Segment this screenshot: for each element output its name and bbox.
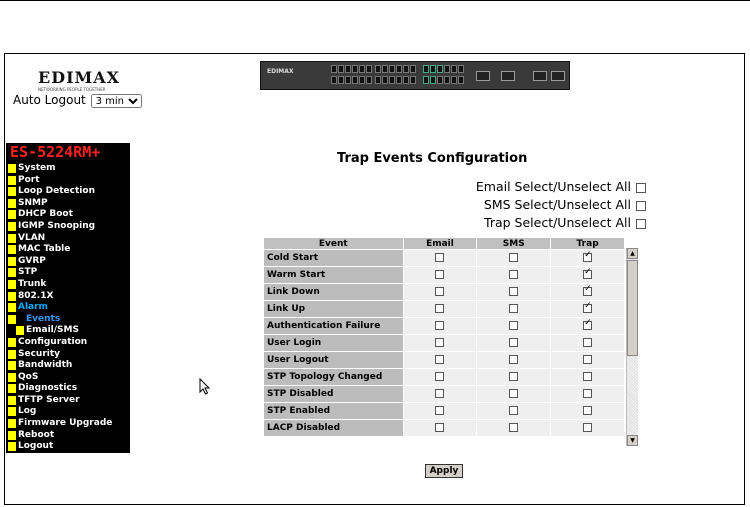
menu-item-label: STP <box>18 267 38 278</box>
menu-item-label: Port <box>18 174 40 185</box>
email-checkbox[interactable] <box>435 253 444 262</box>
scroll-thumb[interactable] <box>627 260 638 356</box>
sms-cell <box>477 318 550 334</box>
event-name: User Logout <box>264 352 403 368</box>
auto-logout-select[interactable] <box>91 94 142 108</box>
trap-cell <box>551 335 624 351</box>
table-row <box>264 352 624 368</box>
email-cell <box>404 284 477 300</box>
menu-bullet-icon <box>8 176 16 185</box>
trap-checkbox[interactable] <box>583 287 592 296</box>
trap-checkbox[interactable] <box>583 423 592 432</box>
email-checkbox[interactable] <box>435 321 444 330</box>
menu-bullet-icon <box>8 373 16 382</box>
menu-bullet-icon <box>8 245 16 254</box>
menu-item-label: MAC Table <box>18 244 71 255</box>
menu-item-label: SNMP <box>18 197 48 208</box>
port-group-1 <box>331 65 372 84</box>
mouse-pointer-icon <box>199 378 210 395</box>
menu-item-label: Firmware Upgrade <box>18 418 113 429</box>
table-row <box>264 335 624 351</box>
sms-cell <box>477 284 550 300</box>
menu-item-label: Trunk <box>18 278 47 289</box>
menu-item-label: Bandwidth <box>18 360 73 371</box>
menu-bullet-icon <box>8 419 16 428</box>
sidebar-menu <box>6 143 130 453</box>
menu-item-label: 802.1X <box>18 290 54 301</box>
event-name: Cold Start <box>264 250 403 266</box>
table-row <box>264 369 624 385</box>
menu-item-igmp-snooping[interactable] <box>6 221 130 233</box>
menu-item-diagnostics[interactable] <box>6 383 130 395</box>
auto-logout <box>13 93 142 108</box>
table-row <box>264 318 624 334</box>
menu-item-dhcp-boot[interactable] <box>6 209 130 221</box>
menu-item-label: Alarm <box>18 302 48 313</box>
email-select-all-label: Email Select/Unselect All <box>475 179 631 194</box>
menu-item-8021x[interactable] <box>6 291 130 303</box>
trap-checkbox[interactable] <box>583 253 592 262</box>
trap-cell <box>551 352 624 368</box>
header-email: Email <box>404 238 477 249</box>
sms-select-all <box>484 197 646 212</box>
sms-checkbox[interactable] <box>509 372 518 381</box>
email-cell <box>404 335 477 351</box>
menu-bullet-icon <box>8 257 16 266</box>
email-checkbox[interactable] <box>435 304 444 313</box>
menu-bullet-icon <box>8 315 16 324</box>
sms-cell <box>477 301 550 317</box>
trap-checkbox[interactable] <box>583 372 592 381</box>
header-event: Event <box>264 238 403 249</box>
menu-bullet-icon <box>8 303 16 312</box>
sms-checkbox[interactable] <box>509 389 518 398</box>
trap-cell <box>551 369 624 385</box>
event-name: Warm Start <box>264 267 403 283</box>
menu-item-label: Loop Detection <box>18 186 95 197</box>
menu-item-label: Email/SMS <box>26 325 79 336</box>
table-header-row <box>264 238 624 249</box>
menu-item-label: QoS <box>18 371 39 382</box>
trap-checkbox[interactable] <box>583 406 592 415</box>
email-checkbox[interactable] <box>435 423 444 432</box>
trap-checkbox[interactable] <box>583 355 592 364</box>
menu-bullet-icon <box>16 326 24 335</box>
sms-select-all-label: SMS Select/Unselect All <box>483 197 631 212</box>
table-row <box>264 386 624 402</box>
sms-cell <box>477 352 550 368</box>
email-checkbox[interactable] <box>435 355 444 364</box>
email-checkbox[interactable] <box>435 389 444 398</box>
menu-item-logout[interactable] <box>6 441 130 453</box>
trap-cell <box>551 250 624 266</box>
menu-item-label: Logout <box>18 441 54 452</box>
switch-device-image <box>260 61 570 90</box>
trap-cell <box>551 301 624 317</box>
sms-checkbox[interactable] <box>509 304 518 313</box>
logo-tagline: NETWORKING PEOPLE TOGETHER <box>38 87 106 92</box>
menu-bullet-icon <box>8 187 16 196</box>
event-name: Authentication Failure <box>264 318 403 334</box>
sfp-slot <box>476 71 490 81</box>
sms-cell <box>477 403 550 419</box>
menu-item-label: Log <box>18 406 37 417</box>
menu-bullet-icon <box>8 407 16 416</box>
header-trap: Trap <box>551 238 624 249</box>
email-checkbox[interactable] <box>435 287 444 296</box>
email-cell <box>404 420 477 436</box>
trap-events-table <box>263 237 625 437</box>
menu-item-stp[interactable] <box>6 267 130 279</box>
event-name: Link Down <box>264 284 403 300</box>
menu-item-label: Diagnostics <box>18 383 78 394</box>
auto-logout-label: Auto Logout <box>13 93 86 107</box>
menu-item-events[interactable] <box>6 314 130 326</box>
table-row <box>264 403 624 419</box>
menu-bullet-icon <box>8 234 16 243</box>
table-row <box>264 420 624 436</box>
page-title: Trap Events Configuration <box>337 151 528 166</box>
menu-item-label: IGMP Snooping <box>18 220 96 231</box>
trap-cell <box>551 420 624 436</box>
menu-bullet-icon <box>8 292 16 301</box>
sfp-slot <box>551 71 565 81</box>
menu-bullet-icon <box>8 361 16 370</box>
scroll-track[interactable] <box>627 356 638 434</box>
menu-item-reboot[interactable] <box>6 430 130 442</box>
menu-item-label: Events <box>26 313 61 324</box>
menu-bullet-icon <box>8 280 16 289</box>
table-row <box>264 301 624 317</box>
email-cell <box>404 369 477 385</box>
sms-cell <box>477 250 550 266</box>
email-cell <box>404 301 477 317</box>
email-cell <box>404 386 477 402</box>
trap-cell <box>551 403 624 419</box>
email-checkbox[interactable] <box>435 372 444 381</box>
edimax-logo <box>38 68 121 92</box>
menu-item-label: GVRP <box>18 255 46 266</box>
trap-checkbox[interactable] <box>583 304 592 313</box>
email-select-all-checkbox[interactable] <box>636 183 646 193</box>
menu-item-qos[interactable] <box>6 372 130 384</box>
event-name: LACP Disabled <box>264 420 403 436</box>
email-cell <box>404 318 477 334</box>
trap-checkbox[interactable] <box>583 338 592 347</box>
email-cell <box>404 403 477 419</box>
email-select-all <box>476 179 646 194</box>
apply-button[interactable]: Apply <box>425 464 463 478</box>
sms-checkbox[interactable] <box>509 406 518 415</box>
sms-cell <box>477 335 550 351</box>
trap-cell <box>551 386 624 402</box>
device-brand-label: EDIMAX <box>267 68 294 75</box>
email-checkbox[interactable] <box>435 406 444 415</box>
menu-item-port[interactable] <box>6 175 130 187</box>
menu-item-tftp-server[interactable] <box>6 395 130 407</box>
menu-bullet-icon <box>8 396 16 405</box>
scroll-up-arrow-icon[interactable]: ▲ <box>627 248 638 259</box>
menu-item-loop-detection[interactable] <box>6 186 130 198</box>
sms-cell <box>477 386 550 402</box>
menu-item-firmware-upgrade[interactable] <box>6 418 130 430</box>
trap-cell <box>551 284 624 300</box>
trap-checkbox[interactable] <box>583 270 592 279</box>
table-row <box>264 250 624 266</box>
scroll-down-arrow-icon[interactable]: ▼ <box>627 435 638 446</box>
menu-item-log[interactable] <box>6 406 130 418</box>
trap-select-all <box>484 215 646 230</box>
menu-item-security[interactable] <box>6 349 130 361</box>
menu-item-snmp[interactable] <box>6 198 130 210</box>
menu-item-gvrp[interactable] <box>6 256 130 268</box>
menu-item-email-sms[interactable] <box>6 325 130 337</box>
menu-bullet-icon <box>8 338 16 347</box>
menu-item-mac-table[interactable] <box>6 244 130 256</box>
table-row <box>264 267 624 283</box>
sms-cell <box>477 267 550 283</box>
trap-cell <box>551 267 624 283</box>
menu-item-label: DHCP Boot <box>18 209 73 220</box>
email-checkbox[interactable] <box>435 338 444 347</box>
event-name: Link Up <box>264 301 403 317</box>
logo-text: EDIMAX <box>38 68 121 87</box>
menu-bullet-icon <box>8 222 16 231</box>
sms-checkbox[interactable] <box>509 321 518 330</box>
event-name: User Login <box>264 335 403 351</box>
model-title: ES-5224RM+ <box>10 143 101 161</box>
table-scrollbar[interactable] <box>626 248 638 446</box>
menu-bullet-icon <box>8 164 16 173</box>
menu-bullet-icon <box>8 199 16 208</box>
menu-item-label: VLAN <box>18 232 46 243</box>
menu-item-label: System <box>18 163 56 173</box>
sfp-slot <box>533 71 547 81</box>
menu-list <box>6 163 130 453</box>
event-name: STP Topology Changed <box>264 369 403 385</box>
sms-checkbox[interactable] <box>509 423 518 432</box>
menu-bullet-icon <box>8 210 16 219</box>
sms-checkbox[interactable] <box>509 253 518 262</box>
menu-bullet-icon <box>8 350 16 359</box>
trap-select-all-label: Trap Select/Unselect All <box>484 215 631 230</box>
menu-item-system[interactable] <box>6 163 130 175</box>
menu-bullet-icon <box>8 384 16 393</box>
email-checkbox[interactable] <box>435 270 444 279</box>
sms-checkbox[interactable] <box>509 287 518 296</box>
top-rule <box>0 0 750 1</box>
port-group-2 <box>375 65 416 84</box>
event-name: STP Disabled <box>264 386 403 402</box>
menu-bullet-icon <box>8 431 16 440</box>
menu-item-label: TFTP Server <box>18 394 80 405</box>
menu-item-configuration[interactable] <box>6 337 130 349</box>
sms-cell <box>477 369 550 385</box>
menu-bullet-icon <box>8 268 16 277</box>
trap-checkbox[interactable] <box>583 389 592 398</box>
sms-checkbox[interactable] <box>509 270 518 279</box>
email-cell <box>404 352 477 368</box>
menu-item-alarm[interactable] <box>6 302 130 314</box>
trap-select-all-checkbox[interactable] <box>636 219 646 229</box>
sms-checkbox[interactable] <box>509 338 518 347</box>
email-cell <box>404 250 477 266</box>
sms-checkbox[interactable] <box>509 355 518 364</box>
table-row <box>264 284 624 300</box>
port-group-3 <box>423 65 464 84</box>
trap-checkbox[interactable] <box>583 321 592 330</box>
menu-item-vlan[interactable] <box>6 233 130 245</box>
menu-item-trunk[interactable] <box>6 279 130 291</box>
menu-item-label: Reboot <box>18 429 55 440</box>
trap-events-table-container <box>263 237 640 446</box>
trap-cell <box>551 318 624 334</box>
sfp-slot <box>501 71 515 81</box>
sms-select-all-checkbox[interactable] <box>636 201 646 211</box>
header-sms: SMS <box>477 238 550 249</box>
menu-bullet-icon <box>8 442 16 451</box>
email-cell <box>404 267 477 283</box>
menu-item-label: Configuration <box>18 336 88 347</box>
menu-item-label: Security <box>18 348 61 359</box>
sms-cell <box>477 420 550 436</box>
event-name: STP Enabled <box>264 403 403 419</box>
menu-item-bandwidth[interactable] <box>6 360 130 372</box>
